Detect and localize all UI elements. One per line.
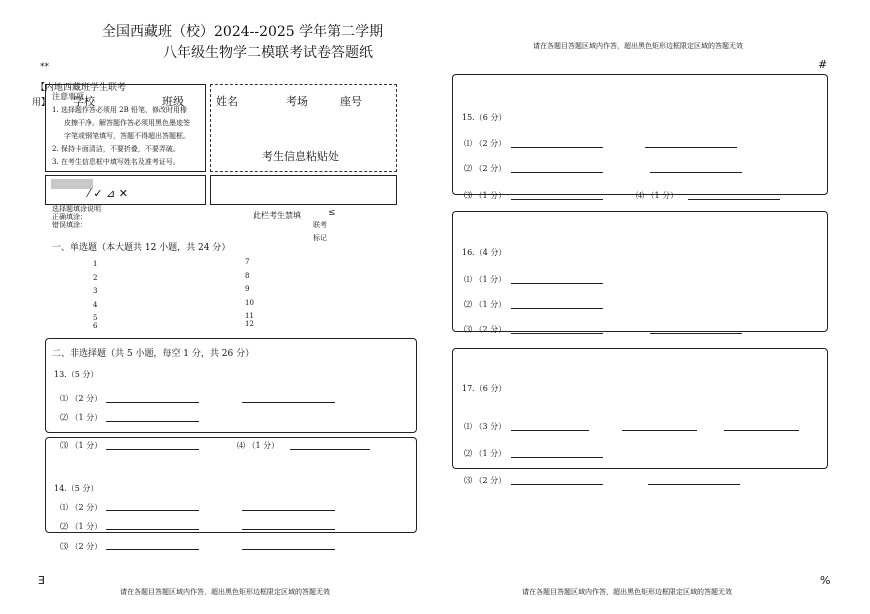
seat-label: 座号 — [340, 95, 362, 108]
mark-label: 标记 — [313, 234, 327, 242]
question-number: 7 — [245, 258, 250, 266]
exam-label: 【内地西藏班学生联考 — [36, 83, 127, 93]
q15-row3-label: ⑶ （1 分） — [464, 191, 507, 200]
q15-row1-label: ⑴ （2 分） — [464, 139, 507, 148]
fill-example-title: 选择题填涂说明 — [52, 205, 101, 213]
q17-row3-label: ⑶ （2 分） — [464, 476, 507, 485]
q17-row2-label: ⑵ （1 分） — [464, 449, 507, 458]
q13-row3-label: ⑶ （1 分） — [60, 441, 103, 450]
q13-row2-label: ⑵ （1 分） — [60, 413, 103, 422]
answer-line[interactable] — [511, 333, 603, 334]
q16-row1-label: ⑴ （1 分） — [464, 275, 507, 284]
answer-line[interactable] — [290, 449, 370, 450]
question-number: 5 — [93, 314, 98, 322]
forbidden-mark: ≤ — [328, 208, 336, 218]
answer-line[interactable] — [106, 421, 199, 422]
q16-title: 16.（4 分） — [462, 248, 507, 257]
answer-line[interactable] — [724, 430, 799, 431]
instruction-line: 皮擦干净。解答题作答必须用黑色墨迹签 — [64, 119, 190, 127]
fill-example-box — [45, 175, 206, 205]
instructions-panel — [50, 89, 207, 172]
question-number: 9 — [245, 285, 250, 293]
question-number: 1 — [93, 260, 98, 268]
answer-line[interactable] — [106, 529, 199, 530]
question-number: 11 — [245, 312, 254, 320]
q16-row3-label: ⑶ （2 分） — [464, 325, 507, 334]
room-label: 考场 — [286, 95, 308, 108]
q17-row1-label: ⑴ （3 分） — [464, 422, 507, 431]
question-number: 10 — [245, 298, 254, 307]
notice-bottom-left: 请在各题目答题区域内作答，超出黑色矩形边框限定区域的答题无效 — [120, 588, 330, 596]
answer-line[interactable] — [688, 199, 780, 200]
answer-line[interactable] — [511, 484, 603, 485]
q13-title: 13.（5 分） — [54, 370, 99, 379]
instructions-title: 注意事项 — [52, 92, 84, 101]
answer-line[interactable] — [242, 549, 335, 550]
section1-title: 一、单选题（本大题共 12 小题，共 24 分） — [52, 243, 231, 253]
answer-box-q16 — [452, 211, 828, 332]
name-label: 姓名 — [216, 95, 238, 108]
q17-title: 17.（6 分） — [462, 384, 507, 393]
instruction-line: 1. 选择题作答必须用 2B 铅笔，修改时用橡 — [52, 106, 187, 114]
q14-row1-label: ⑴ （2 分） — [60, 503, 103, 512]
q16-row2-label: ⑵ （1 分） — [464, 300, 507, 309]
answer-line[interactable] — [511, 430, 589, 431]
answer-box-q14 — [45, 437, 417, 533]
q15-title: 15.（6 分） — [462, 113, 507, 122]
choice-numbers-right — [245, 256, 254, 331]
answer-line[interactable] — [242, 529, 335, 530]
answer-line[interactable] — [648, 484, 740, 485]
answer-line[interactable] — [511, 199, 603, 200]
answer-box-q15 — [452, 74, 828, 195]
question-number: 6 — [93, 321, 98, 330]
answer-line[interactable] — [511, 147, 603, 148]
answer-line[interactable] — [511, 308, 603, 309]
question-number: 12 — [245, 319, 254, 328]
correct-fill-label: 正确填涂： — [52, 213, 87, 221]
forbidden-label: 此栏考生禁填 — [253, 211, 301, 220]
answer-line[interactable] — [106, 510, 199, 511]
instruction-line: 字笔或钢笔填写，答题不得超出答题框。 — [64, 132, 190, 140]
answer-line[interactable] — [645, 147, 737, 148]
correct-fill-sample — [51, 179, 93, 189]
forbidden-box — [210, 175, 397, 205]
answer-line[interactable] — [106, 449, 199, 450]
class-label: 班级 — [162, 95, 184, 108]
question-number: 2 — [93, 273, 98, 282]
page-subtitle: 八年级生物学二模联考试卷答题纸 — [163, 45, 373, 61]
q14-title: 14.（5 分） — [54, 484, 99, 493]
joint-exam-label: 联考 — [313, 221, 327, 229]
answer-line[interactable] — [106, 402, 199, 403]
q14-row3-label: ⑶ （2 分） — [60, 542, 103, 551]
answer-line[interactable] — [511, 283, 603, 284]
corner-mark-bottom-left: Ǝ — [38, 574, 45, 587]
question-number: 3 — [93, 287, 98, 295]
question-number: 4 — [93, 300, 98, 309]
wrong-fill-samples: ⁄ ✓ ⊿ ✕ — [88, 187, 128, 200]
answer-line[interactable] — [511, 457, 603, 458]
q14-row2-label: ⑵ （1 分） — [60, 522, 103, 531]
answer-line[interactable] — [106, 549, 199, 550]
exam-label-used: 用】 — [32, 98, 51, 108]
answer-line[interactable] — [650, 172, 742, 173]
answer-line[interactable] — [511, 172, 603, 173]
answer-line[interactable] — [622, 430, 697, 431]
corner-mark-top-right: # — [818, 58, 828, 71]
question-number: 8 — [245, 271, 250, 280]
page-title: 全国西藏班（校）2024--2025 学年第二学期 — [102, 24, 384, 40]
q13-row1-label: ⑴ （2 分） — [60, 394, 103, 403]
answer-line[interactable] — [650, 333, 742, 334]
notice-top-right: 请在各题目答题区域内作答，超出黑色矩形边框限定区域的答题无效 — [533, 42, 743, 50]
answer-line[interactable] — [242, 510, 335, 511]
corner-mark-top-left: ** — [40, 62, 49, 72]
sticker-label: 考生信息粘贴处 — [262, 150, 339, 163]
choice-numbers-left — [93, 258, 97, 333]
q15-row4-label: ⑷ （1 分） — [636, 191, 679, 200]
wrong-fill-label: 错误填涂： — [52, 221, 87, 229]
notice-bottom-right: 请在各题目答题区域内作答，超出黑色矩形边框限定区域的答题无效 — [522, 588, 732, 596]
instruction-line: 3. 在考生信息框中填写姓名及准考证号。 — [52, 158, 180, 166]
answer-line[interactable] — [242, 402, 335, 403]
section2-title: 二、非选择题（共 5 小题，每空 1 分，共 26 分） — [52, 349, 255, 359]
school-label: 学校 — [73, 95, 95, 108]
q15-row2-label: ⑵ （2 分） — [464, 164, 507, 173]
corner-mark-bottom-right: % — [820, 574, 831, 587]
q13-row4-label: ⑷ （1 分） — [237, 441, 280, 450]
instruction-line: 2. 保持卡面清洁，不要折叠，不要弄破。 — [52, 145, 180, 153]
answer-box-q17 — [452, 348, 828, 469]
